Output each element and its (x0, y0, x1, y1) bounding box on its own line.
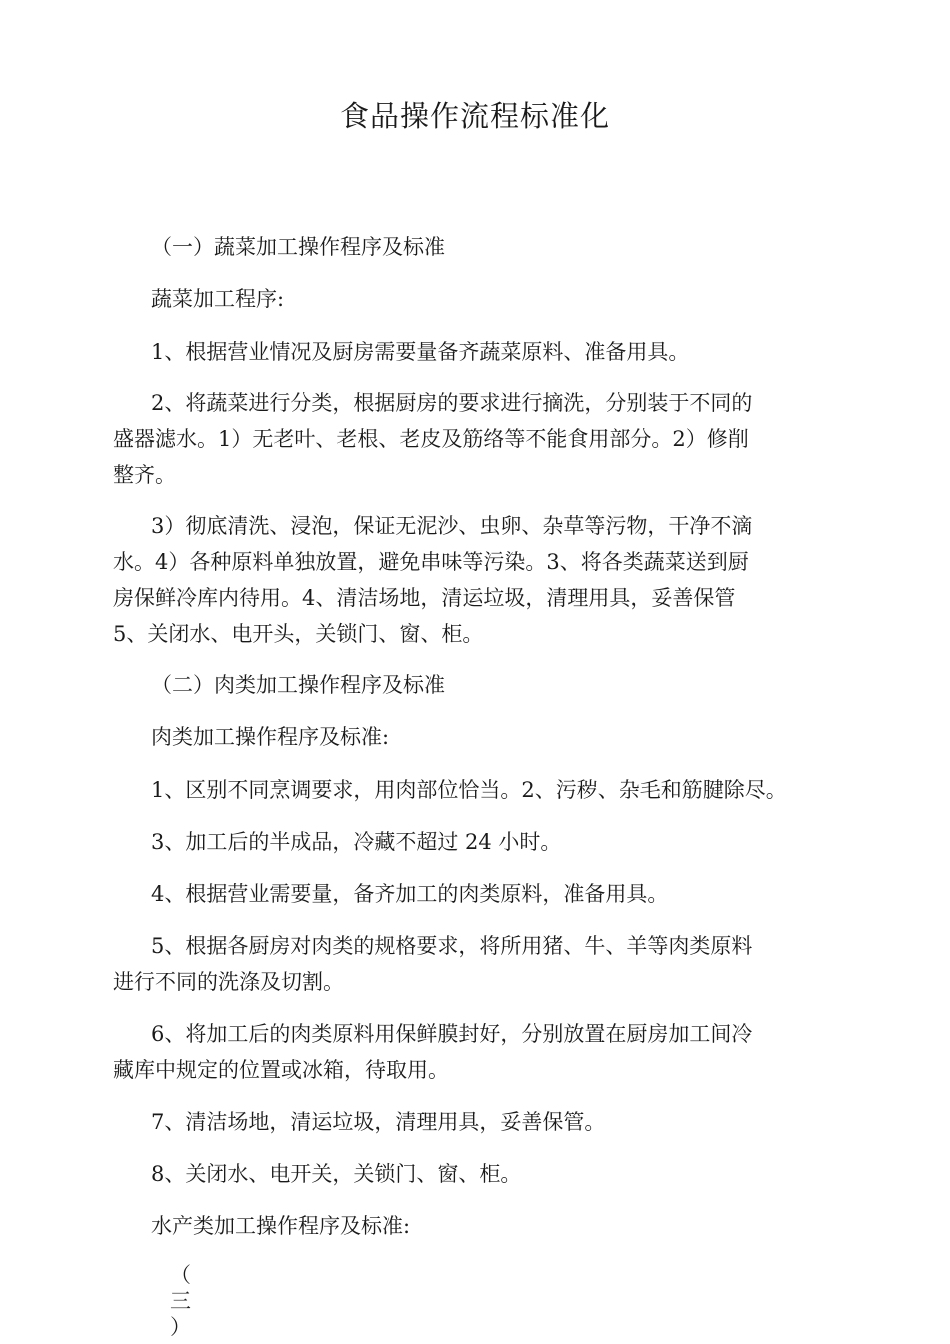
paragraph-line: 2、将蔬菜进行分类，根据厨房的要求进行摘洗，分别装于不同的 (151, 391, 753, 415)
paragraph-line: 进行不同的洗涤及切割。 (113, 970, 344, 994)
vertical-char: ） (170, 1315, 191, 1339)
section2-paragraph-3: 4、根据营业需要量，备齐加工的肉类原料，准备用具。 (151, 882, 669, 906)
paragraph-line: 水。4）各种原料单独放置，避免串味等污染。3、将各类蔬菜送到厨 (113, 550, 749, 574)
section2-paragraph-6: 7、清洁场地，清运垃圾，清理用具，妥善保管。 (151, 1110, 606, 1134)
paragraph-line: 3）彻底清洗、浸泡，保证无泥沙、虫卵、杂草等污物，干净不滴 (151, 514, 753, 538)
section2-paragraph-2: 3、加工后的半成品，冷藏不超过 24 小时。 (151, 830, 562, 854)
section1-heading: （一）蔬菜加工操作程序及标准 (151, 235, 445, 259)
document-title: 食品操作流程标准化 (339, 99, 610, 133)
section1-paragraph-2 (113, 385, 833, 493)
section1-paragraph-1: 1、根据营业情况及厨房需要量备齐蔬菜原料、准备用具。 (151, 340, 690, 364)
section2-paragraph-5 (113, 1016, 833, 1088)
section2-paragraph-1: 1、区别不同烹调要求，用肉部位恰当。2、污秽、杂毛和筋腱除尽。 (151, 778, 787, 802)
paragraph-line: 5、根据各厨房对肉类的规格要求，将所用猪、牛、羊等肉类原料 (151, 934, 753, 958)
section1-paragraph-3 (113, 508, 833, 652)
paragraph-line: 6、将加工后的肉类原料用保鲜膜封好，分别放置在厨房加工间冷 (151, 1022, 753, 1046)
paragraph-line: 盛器滤水。1）无老叶、老根、老皮及筋络等不能食用部分。2）修削 (113, 427, 749, 451)
section1-subheading: 蔬菜加工程序: (151, 287, 285, 311)
section2-heading: （二）肉类加工操作程序及标准 (151, 673, 445, 697)
paragraph-line: 整齐。 (113, 463, 176, 487)
section2-paragraph-4 (113, 928, 833, 1000)
section2-subheading: 肉类加工操作程序及标准: (151, 725, 390, 749)
vertical-char: （ (170, 1263, 191, 1287)
paragraph-line: 房保鲜冷库内待用。4、清洁场地，清运垃圾，清理用具，妥善保管 (113, 586, 736, 610)
paragraph-line: 藏库中规定的位置或冰箱，待取用。 (113, 1058, 449, 1082)
vertical-char: 三 (170, 1289, 191, 1313)
section2-paragraph-7: 8、关闭水、电开关，关锁门、窗、柜。 (151, 1162, 522, 1186)
section3-vertical-heading (170, 1262, 194, 1340)
paragraph-line: 5、关闭水、电开头，关锁门、窗、柜。 (113, 622, 484, 646)
section3-subheading: 水产类加工操作程序及标准: (151, 1214, 411, 1238)
